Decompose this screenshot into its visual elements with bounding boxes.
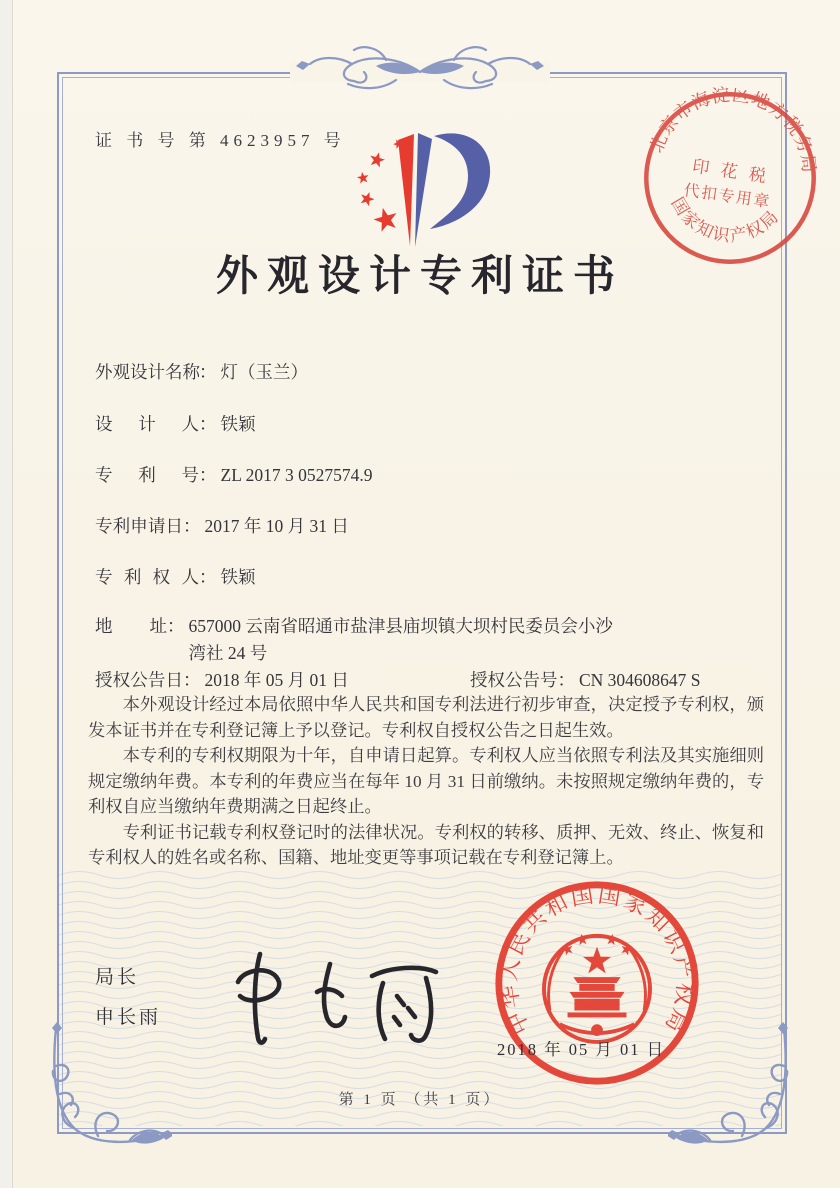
certificate-title: 外观设计专利证书 bbox=[215, 254, 624, 300]
tax-stamp-line1: 印 花 税 bbox=[691, 156, 771, 187]
colon: ： bbox=[183, 516, 201, 536]
cnipa-logo-icon bbox=[336, 126, 508, 258]
field-designer bbox=[95, 411, 256, 436]
field-value: 铁颖 bbox=[220, 567, 256, 587]
legal-text bbox=[88, 692, 764, 871]
field-label: 专利号 bbox=[95, 465, 199, 485]
field-label: 授权公告号 bbox=[470, 670, 558, 690]
field-value: ZL 2017 3 0527574.9 bbox=[220, 465, 373, 485]
field-value: 2018 年 05 月 01 日 bbox=[204, 670, 349, 690]
field-value: 铁颖 bbox=[220, 414, 256, 434]
top-border-ornament-icon bbox=[248, 34, 592, 108]
svg-text:北京市海淀区地方税务局 bbox=[645, 76, 829, 177]
tax-stamp-arc-top: 北京市海淀区地方税务局 bbox=[645, 84, 820, 175]
field-label: 外观设计名称 bbox=[95, 362, 200, 382]
field-grant-number bbox=[470, 667, 701, 692]
seal-arc-text: 中华人民共和国国家知识产权局 bbox=[495, 881, 699, 1039]
colon: ： bbox=[199, 567, 217, 587]
paragraph-term-fees: 本专利的专利权期限为十年，自申请日起算。专利权人应当依照专利法及其实施细则规定缴纳年费。本专利的年费应当在每年 10 月 31 日前缴纳。未按照规定缴纳年费的，专利权自应当缴纳年费期满之日起终止。 bbox=[88, 746, 764, 816]
field-label: 地址 bbox=[95, 616, 167, 636]
seal-date: 2018 年 05 月 01 日 bbox=[497, 1040, 666, 1059]
colon: ： bbox=[199, 414, 217, 434]
director-name: 申长雨 bbox=[95, 1007, 162, 1028]
field-value: 灯（玉兰） bbox=[220, 362, 308, 382]
field-label: 设计人 bbox=[95, 414, 199, 434]
field-patent-number bbox=[95, 462, 372, 487]
field-filing-date bbox=[95, 513, 349, 538]
director-signature bbox=[222, 938, 454, 1050]
director-title: 局长 bbox=[95, 967, 140, 988]
colon: ： bbox=[183, 670, 201, 690]
field-patentee bbox=[95, 564, 256, 589]
field-design-name bbox=[95, 359, 308, 384]
colon: ： bbox=[199, 362, 217, 382]
field-value: CN 304608647 S bbox=[579, 670, 701, 690]
page-number: 第 1 页 （共 1 页） bbox=[338, 1092, 502, 1108]
paragraph-grant: 本外观设计经过本局依照中华人民共和国专利法进行初步审查，决定授予专利权，颁发本证书并在专利登记簿上予以登记。专利权自授权公告之日起生效。 bbox=[88, 695, 764, 740]
field-value: 2017 年 10 月 31 日 bbox=[204, 516, 349, 536]
colon: ： bbox=[167, 616, 185, 636]
field-label: 专利权人 bbox=[95, 567, 199, 587]
field-value: 657000 云南省昭通市盐津县庙坝镇大坝村民委员会小沙湾社 24 号 bbox=[188, 616, 613, 663]
colon: ： bbox=[199, 465, 217, 485]
tax-stamp-arc-bottom: 国家知识产权局 bbox=[667, 194, 784, 246]
certificate-number: 证 书 号 第 4623957 号 bbox=[95, 131, 346, 150]
colon: ： bbox=[557, 670, 575, 690]
scan-edge bbox=[0, 0, 13, 1188]
field-grant-date bbox=[95, 667, 349, 692]
field-address bbox=[95, 613, 629, 667]
field-label: 授权公告日 bbox=[95, 670, 183, 690]
tax-stamp-seal bbox=[628, 76, 831, 279]
tax-stamp-line2: 代扣专用章 bbox=[682, 182, 773, 212]
paragraph-register: 专利证书记载专利权登记时的法律状况。专利权的转移、质押、无效、终止、恢复和专利权人的姓名或名称、国籍、地址变更等事项记载在专利登记簿上。 bbox=[88, 822, 764, 867]
field-label: 专利申请日 bbox=[95, 516, 183, 536]
